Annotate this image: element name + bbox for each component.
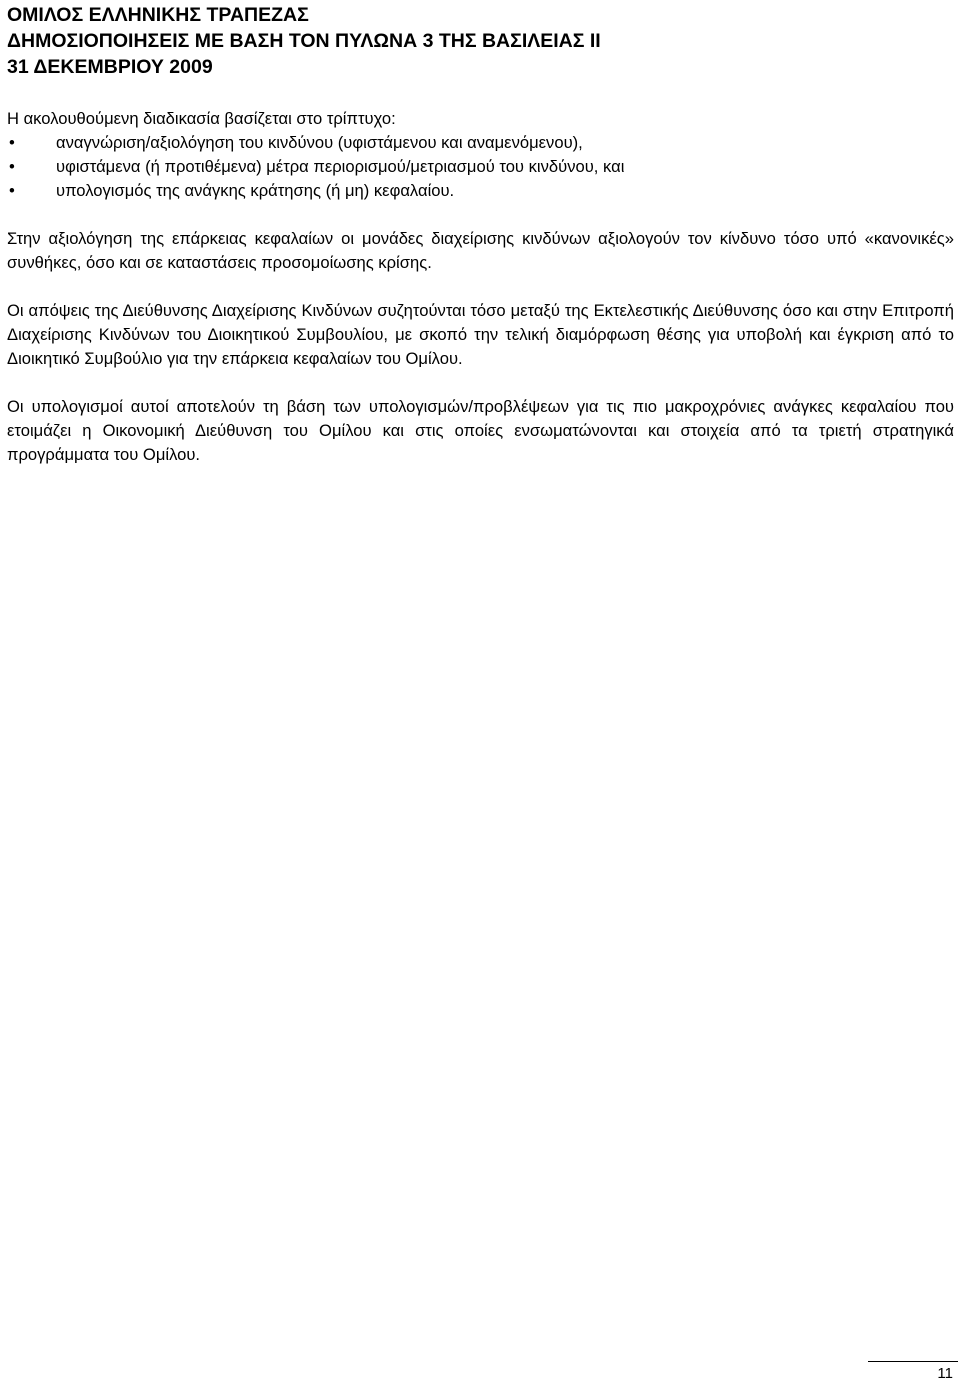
- header-date: 31 ΔΕΚΕΜΒΡΙΟΥ 2009: [7, 56, 213, 78]
- list-item: [7, 155, 954, 179]
- bullet-text: υπολογισμός της ανάγκης κράτησης (ή μη) κεφαλαίου.: [56, 181, 455, 200]
- paragraph-risk-management-views: Οι απόψεις της Διεύθυνσης Διαχείρισης Κινδύνων συζητούνται τόσο μεταξύ της Εκτελεστικής Διεύθυνσης όσο και στην Επιτροπή Διαχείρισης Κινδύνων του Διοικητικού Συμβουλίου, με σκοπό την τελική διαμόρφωση θέσης για υποβολή και έγκριση από το Διοικητικό Συμβούλιο για την επάρκεια κεφαλαίων του Ομίλου.: [7, 301, 954, 368]
- bullet-icon: •: [9, 133, 15, 152]
- paragraph-capital-adequacy: Στην αξιολόγηση της επάρκειας κεφαλαίων οι μονάδες διαχείρισης κινδύνων αξιολογούν τον κίνδυνο τόσο υπό «κανονικές» συνθήκες, όσο και σε καταστάσεις προσομοίωσης κρίσης.: [7, 229, 954, 272]
- list-item: [7, 179, 954, 203]
- page-number: 11: [937, 1365, 953, 1382]
- paragraph-calculations-basis: Οι υπολογισμοί αυτοί αποτελούν τη βάση των υπολογισμών/προβλέψεων για τις πιο μακροχρόνιες ανάγκες κεφαλαίου που ετοιμάζει η Οικονομική Διεύθυνση του Ομίλου και στις οποίες ενσωματώνονται και στοιχεία από τα τριετή στρατηγικά προγράμματα του Ομίλου.: [7, 397, 954, 464]
- intro-text: Η ακολουθούμενη διαδικασία βασίζεται στο τρίπτυχο:: [7, 109, 396, 128]
- bullet-list: [7, 131, 954, 203]
- footer-divider: [868, 1361, 958, 1362]
- bullet-text: αναγνώριση/αξιολόγηση του κινδύνου (υφιστάμενου και αναμενόμενου),: [56, 133, 583, 152]
- bullet-text: υφιστάμενα (ή προτιθέμενα) μέτρα περιορισμού/μετριασμού του κινδύνου, και: [56, 157, 625, 176]
- document-header: [7, 2, 952, 80]
- list-item: [7, 131, 954, 155]
- header-group-name: ΟΜΙΛΟΣ ΕΛΛΗΝΙΚΗΣ ΤΡΑΠΕΖΑΣ: [7, 4, 309, 26]
- document-body: [7, 107, 954, 491]
- header-disclosure-title: ΔΗΜΟΣΙΟΠΟΙΗΣΕΙΣ ΜΕ ΒΑΣΗ ΤΟΝ ΠΥΛΩΝΑ 3 ΤΗΣ ΒΑΣΙΛΕΙΑΣ ΙΙ: [7, 30, 601, 52]
- bullet-icon: •: [9, 181, 15, 200]
- bullet-icon: •: [9, 157, 15, 176]
